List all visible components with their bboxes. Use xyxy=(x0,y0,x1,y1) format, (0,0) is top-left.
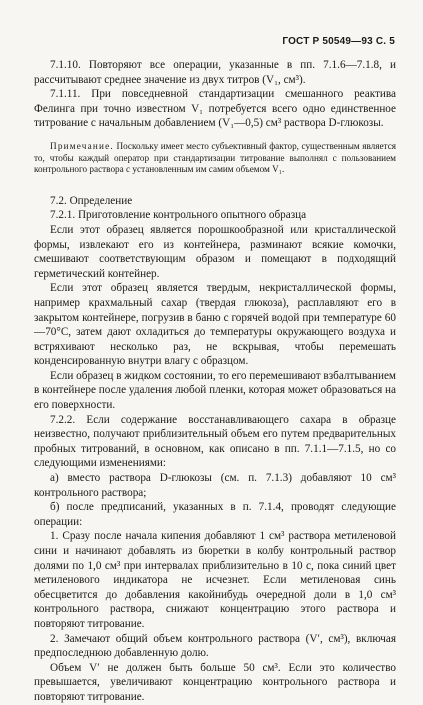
paragraph-7-2-2: 7.2.2. Если содержание восстанавливающего сахара в образце неизвестно, получают приблизительный объем его путем предварительных пробных титрований, в основном, как описано в пп. 7.1.1—7.1.5, но со следующими изменениями: xyxy=(34,413,396,470)
note-text: Поскольку имеет место субъективный фактор, существенным является то, чтобы каждый оператор при стандартизации титрование выполнял с пользованием контрольного раствора с установленным им самим объемом V₁. xyxy=(34,140,396,175)
paragraph-7-1-11: 7.1.11. При повседневной стандартизации смешанного реактива Фелинга при точно известном V₁ потребуется всего одно единственное титрование с начальным добавлением (V₁—0,5) см³ раствора D-глюкозы. xyxy=(34,88,396,130)
paragraph-volume: Объем V′ не должен быть больше 50 см³. Если это количество превышается, увеличивают концентрацию контрольного раствора и повторяют титрование. xyxy=(34,661,396,703)
paragraph-item-b: б) после предписаний, указанных в п. 7.1.4, проводят следующие операции: xyxy=(34,501,396,528)
page-content xyxy=(34,58,396,705)
paragraph-item-a: а) вместо раствора D-глюкозы (см. п. 7.1.3) добавляют 10 см³ контрольного раствора; xyxy=(34,472,396,499)
paragraph-liquid: Если образец в жидком состоянии, то его перемешивают взбалтыванием в контейнере после удаления любой пленки, которая может образоваться на его поверхности. xyxy=(34,369,396,412)
section-heading: 7.2. Определение xyxy=(50,194,133,207)
note xyxy=(34,141,396,176)
paragraph-step-2: 2. Замечают общий объем контрольного раствора (V′, см³), включая предпоследнюю добавленную долю. xyxy=(34,632,396,660)
section-subheading: 7.2.1. Приготовление контрольного опытного образца xyxy=(50,209,307,222)
spacer xyxy=(34,176,396,194)
paragraph-7-1-10: 7.1.10. Повторяют все операции, указанные в пп. 7.1.6—7.1.8, и рассчитывают среднее значение из двух титров (V₁, см³). xyxy=(34,59,396,86)
paragraph-powder: Если этот образец является порошкообразной или кристаллической формы, извлекают его из контейнера, разминают всякие комочки, смешивают соответствующим образом и помещают в подходящий герметический контейнер. xyxy=(34,223,396,280)
paragraph-step-1: 1. Сразу после начала кипения добавляют 1 см³ раствора метиленовой сини и начинают добавлять из бюретки в колбу контрольный раствор долями по 1,0 см³ при интервалах приблизительно в 10 с, пока синий цвет метиленового индикатора не исчезнет. Если метиленовая синь обесцветится до добавления какойнибудь очередной доли в 1,0 см³ контрольного раствора, снижают концентрацию этого раствора и повторяют титрование. xyxy=(34,530,396,630)
note-label: Примечание. xyxy=(50,140,114,151)
page-header: ГОСТ Р 50549—93 С. 5 xyxy=(282,36,395,47)
paragraph-solid: Если этот образец является твердым, некристаллической формы, например крахмальный сахар (твердая глюкоза), расплавляют его в закрытом контейнере, погрузив в баню с горячей водой при температуре 60—70°С, затем дают охладиться до температуры окружающего воздуха и встряхивают несколько раз, не вскрывая, чтобы перемешать конденсированную внутри влагу с образцом. xyxy=(34,282,396,368)
